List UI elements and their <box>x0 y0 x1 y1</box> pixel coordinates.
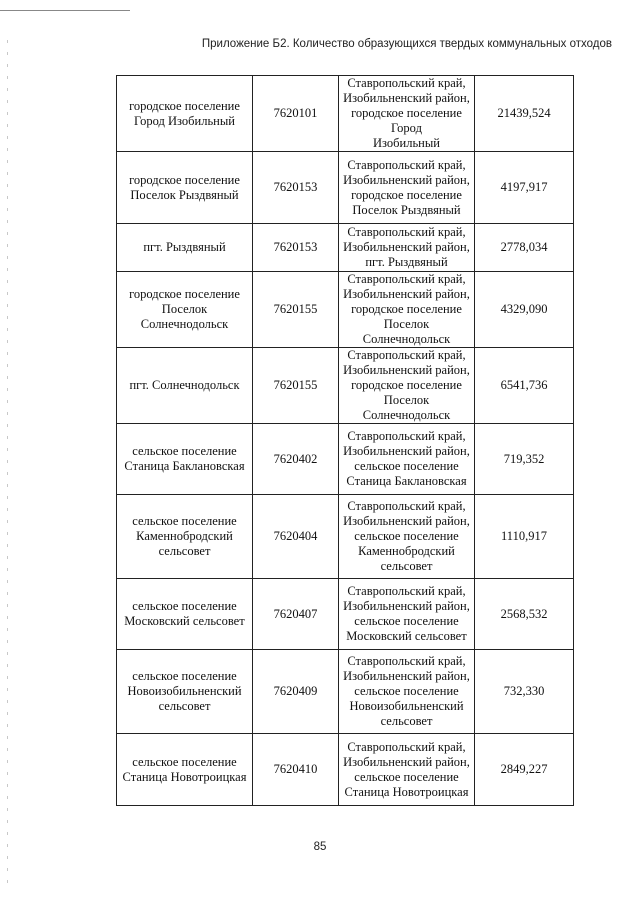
okato-code-cell: 7620410 <box>253 734 339 806</box>
waste-amount-cell: 21439,524 <box>475 76 574 152</box>
okato-code-cell: 7620155 <box>253 272 339 348</box>
settlement-cell: пгт. Рыздвяный <box>117 224 253 272</box>
waste-amount-cell: 2849,227 <box>475 734 574 806</box>
page-number: 85 <box>313 841 327 853</box>
settlement-cell: городское поселение Город Изобильный <box>117 76 253 152</box>
location-cell: Ставропольский край, Изобильненский район, пгт. Рыздвяный <box>339 224 475 272</box>
table-row <box>117 76 574 152</box>
okato-code-cell: 7620409 <box>253 650 339 734</box>
binding-margin-marks <box>7 40 8 885</box>
settlement-cell: пгт. Солнечнодольск <box>117 348 253 424</box>
table-row <box>117 224 574 272</box>
okato-code-cell: 7620404 <box>253 495 339 579</box>
waste-amount-cell: 1110,917 <box>475 495 574 579</box>
table-row <box>117 579 574 650</box>
settlement-cell: сельское поселение Станица Новотроицкая <box>117 734 253 806</box>
okato-code-cell: 7620402 <box>253 424 339 495</box>
okato-code-cell: 7620101 <box>253 76 339 152</box>
table-row <box>117 272 574 348</box>
okato-code-cell: 7620407 <box>253 579 339 650</box>
waste-table <box>116 75 574 806</box>
settlement-cell: сельское поселение Каменнобродский сельсовет <box>117 495 253 579</box>
settlement-cell: сельское поселение Московский сельсовет <box>117 579 253 650</box>
location-cell: Ставропольский край, Изобильненский район, сельское поселение Станица Новотроицкая <box>339 734 475 806</box>
waste-amount-cell: 2778,034 <box>475 224 574 272</box>
location-cell: Ставропольский край, Изобильненский район, сельское поселение Московский сельсовет <box>339 579 475 650</box>
waste-amount-cell: 4329,090 <box>475 272 574 348</box>
appendix-header: Приложение Б2. Количество образующихся твердых коммунальных отходов <box>201 38 612 50</box>
location-cell: Ставропольский край, Изобильненский район, сельское поселение Станица Баклановская <box>339 424 475 495</box>
location-cell: Ставропольский край, Изобильненский район, городское поселение Поселок Солнечнодольск <box>339 272 475 348</box>
table-row <box>117 650 574 734</box>
waste-amount-cell: 2568,532 <box>475 579 574 650</box>
table-row <box>117 152 574 224</box>
okato-code-cell: 7620155 <box>253 348 339 424</box>
location-cell: Ставропольский край, Изобильненский район, городское поселение Город Изобильный <box>339 76 475 152</box>
settlement-cell: сельское поселение Станица Баклановская <box>117 424 253 495</box>
settlement-cell: городское поселение Поселок Солнечнодольск <box>117 272 253 348</box>
okato-code-cell: 7620153 <box>253 224 339 272</box>
settlement-cell: сельское поселение Новоизобильненский сельсовет <box>117 650 253 734</box>
waste-amount-cell: 4197,917 <box>475 152 574 224</box>
location-cell: Ставропольский край, Изобильненский район, сельское поселение Новоизобильненский сельсовет <box>339 650 475 734</box>
waste-table-body <box>117 76 574 806</box>
settlement-cell: городское поселение Поселок Рыздвяный <box>117 152 253 224</box>
location-cell: Ставропольский край, Изобильненский район, сельское поселение Каменнобродский сельсовет <box>339 495 475 579</box>
top-rule <box>0 10 130 11</box>
table-row <box>117 734 574 806</box>
table-row <box>117 495 574 579</box>
location-cell: Ставропольский край, Изобильненский район, городское поселение Поселок Солнечнодольск <box>339 348 475 424</box>
location-cell: Ставропольский край, Изобильненский район, городское поселение Поселок Рыздвяный <box>339 152 475 224</box>
okato-code-cell: 7620153 <box>253 152 339 224</box>
waste-amount-cell: 732,330 <box>475 650 574 734</box>
waste-amount-cell: 6541,736 <box>475 348 574 424</box>
table-row <box>117 348 574 424</box>
table-row <box>117 424 574 495</box>
waste-amount-cell: 719,352 <box>475 424 574 495</box>
